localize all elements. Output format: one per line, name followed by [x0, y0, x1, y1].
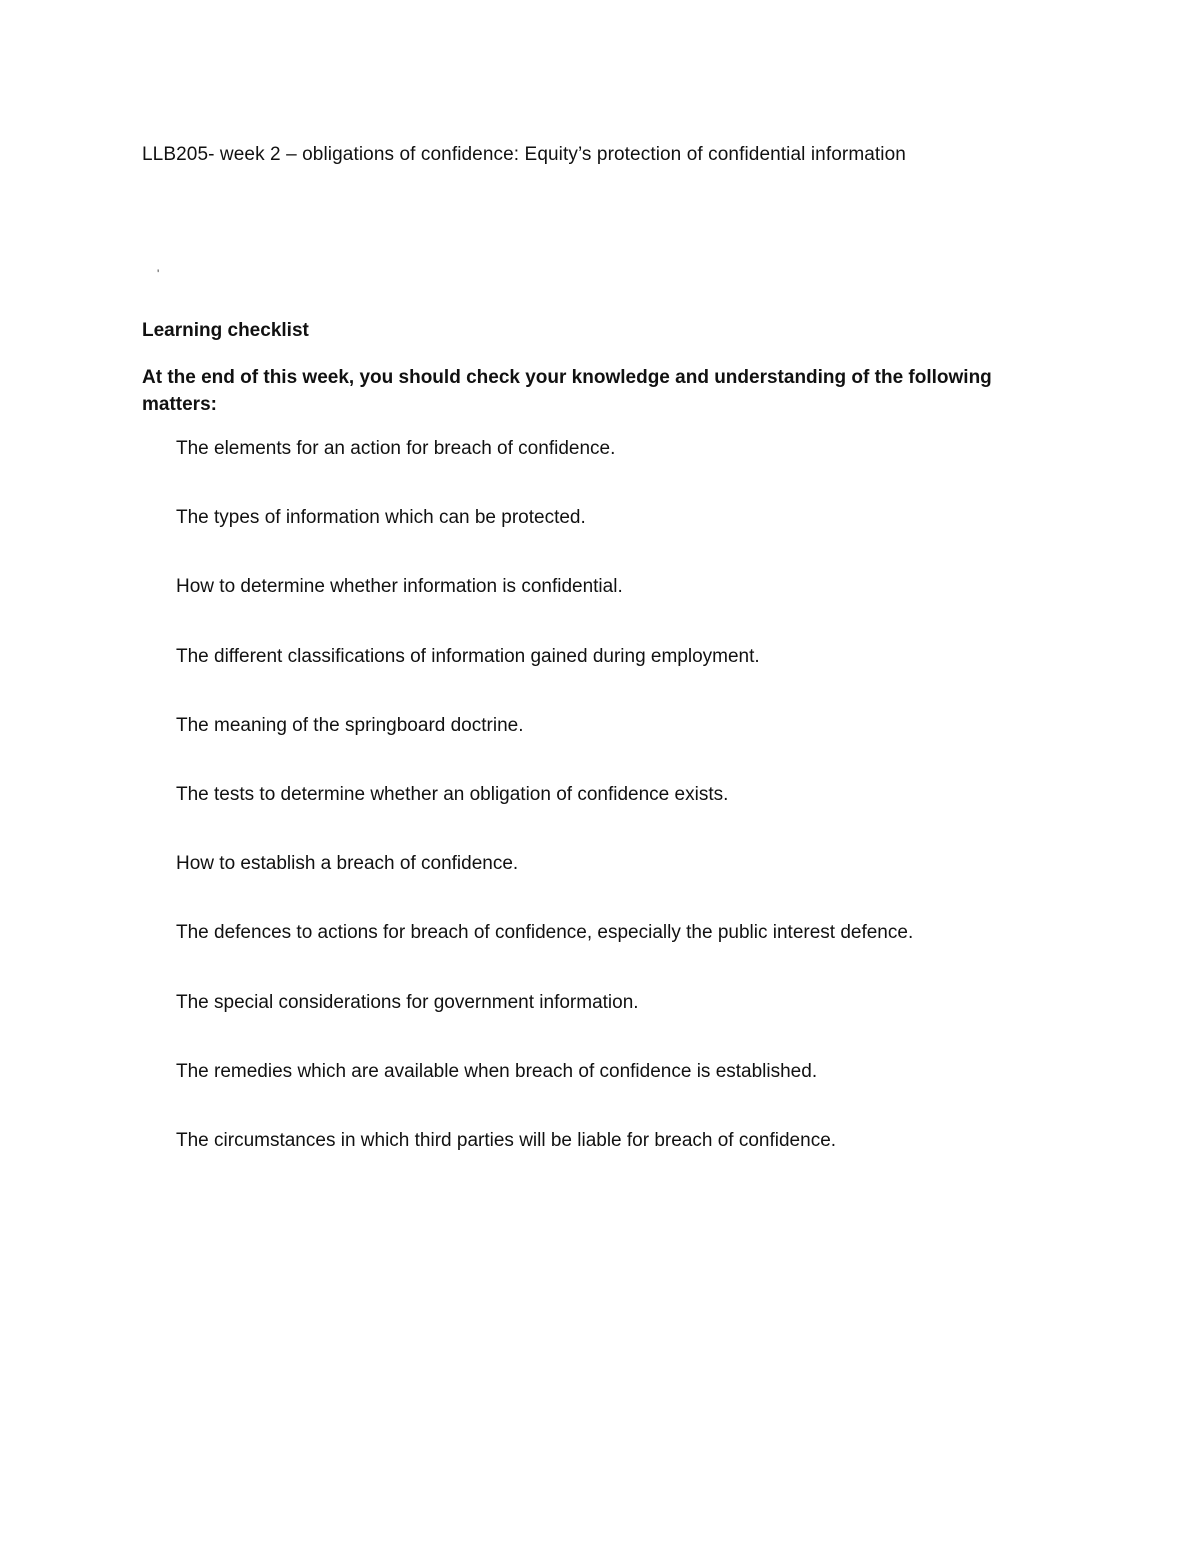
learning-checklist — [176, 437, 913, 1198]
checklist-item: The elements for an action for breach of confidence. — [176, 438, 616, 459]
stray-mark: ' — [157, 267, 160, 281]
checklist-item: The defences to actions for breach of confidence, especially the public interest defence. — [176, 922, 914, 944]
intro-paragraph: At the end of this week, you should check your knowledge and understanding of the following matters: — [142, 367, 992, 415]
checklist-item: The tests to determine whether an obligation of confidence exists. — [176, 783, 729, 805]
document-title: LLB205- week 2 – obligations of confidence: Equity’s protection of confidential information — [142, 144, 906, 165]
checklist-item: How to establish a breach of confidence. — [176, 853, 519, 875]
section-heading: Learning checklist — [142, 320, 309, 341]
checklist-item: The types of information which can be protected. — [176, 507, 586, 529]
checklist-item: The meaning of the springboard doctrine. — [176, 714, 524, 736]
checklist-item: The special considerations for government information. — [176, 991, 639, 1013]
checklist-item: The circumstances in which third parties will be liable for breach of confidence. — [176, 1129, 837, 1151]
checklist-item: The remedies which are available when breach of confidence is established. — [176, 1060, 818, 1082]
checklist-item: The different classifications of information gained during employment. — [176, 645, 760, 667]
checklist-item: How to determine whether information is confidential. — [176, 576, 623, 598]
